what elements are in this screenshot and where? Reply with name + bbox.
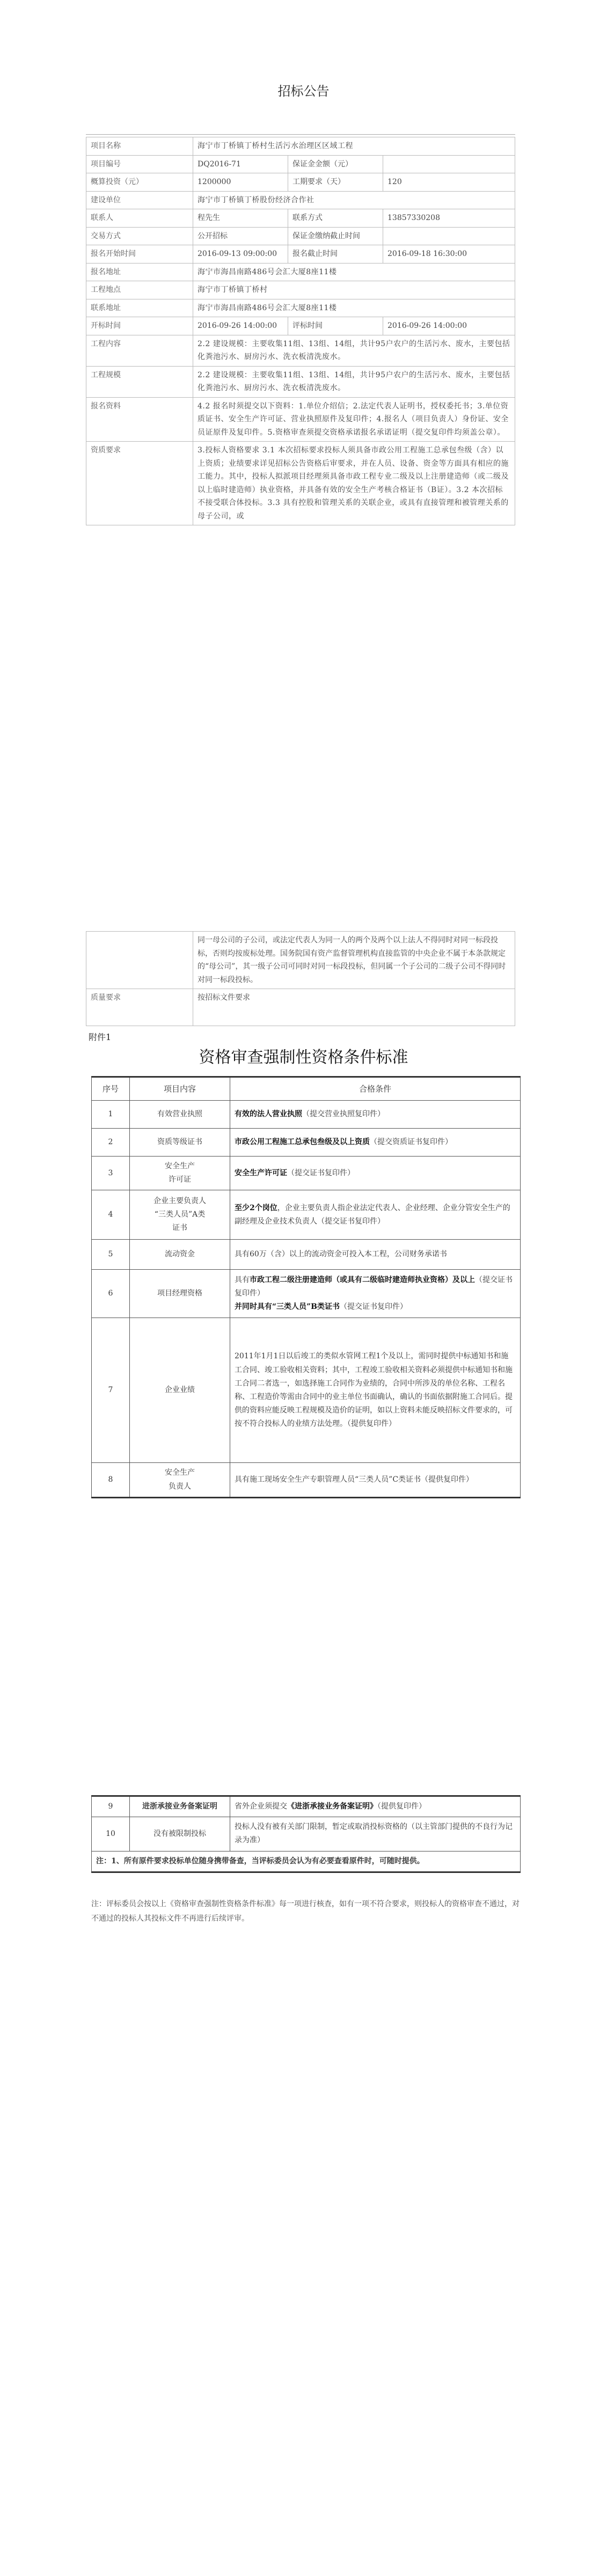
item-name: 安全生产 负责人 xyxy=(130,1463,230,1497)
field-value: 程先生 xyxy=(193,209,288,228)
field-label: 概算投资（元） xyxy=(86,173,193,192)
field-value: 海宁市丁桥镇丁桥村生活污水治理区区域工程 xyxy=(193,137,515,156)
item-name: 企业业绩 xyxy=(130,1318,230,1463)
annex-title: 资格审查强制性资格条件标准 xyxy=(199,1048,408,1067)
field-label: 联系地址 xyxy=(86,299,193,317)
field-label xyxy=(86,932,193,989)
field-label: 资质要求 xyxy=(86,442,193,525)
standard-text: ，企业主要负责人指企业法定代表人、企业经理、企业分管安全生产的副经理及企业技术负责人（提交证书复印件） xyxy=(235,1203,510,1226)
qualification-standard xyxy=(230,1796,521,1817)
qualification-row xyxy=(92,1129,521,1157)
qualification-row xyxy=(92,1101,521,1129)
field-label: 质量要求 xyxy=(86,989,193,1026)
title-divider xyxy=(86,134,515,135)
field-value: 2.2 建设规模：主要收集11组、13组、14组，共计95户农户的生活污水、废水，主要包括化粪池污水、厨房污水、洗衣板清洗废水。 xyxy=(193,335,515,366)
item-name: 资质等级证书 xyxy=(130,1129,230,1157)
field-value: 2016-09-18 16:30:00 xyxy=(383,245,515,264)
row-number: 9 xyxy=(92,1796,130,1817)
field-label: 保证金缴纳截止时间 xyxy=(288,227,383,245)
row-number: 8 xyxy=(92,1463,130,1497)
field-value: 海宁市丁桥镇丁桥股份经济合作社 xyxy=(193,191,515,209)
note-row xyxy=(92,1851,521,1872)
standard-key-text: 并同时具有“三类人员”B类证书 xyxy=(235,1302,340,1312)
field-label: 联系方式 xyxy=(288,209,383,228)
item-name: 项目经理资格 xyxy=(130,1270,230,1318)
info-row xyxy=(86,227,515,245)
info-row xyxy=(86,173,515,192)
info-row xyxy=(86,989,515,1026)
qualification-standard xyxy=(230,1463,521,1497)
info-row xyxy=(86,335,515,366)
field-value: 按招标文件要求 xyxy=(193,989,515,1026)
field-label: 项目名称 xyxy=(86,137,193,156)
qualification-row xyxy=(92,1270,521,1318)
info-row xyxy=(86,397,515,442)
note-text: 注：1、所有原件要求投标单位随身携带备查，当评标委员会认为有必要查看原件时，可随时提供。 xyxy=(92,1851,521,1872)
field-value: 2.2 建设规模：主要收集11组、13组、14组，共计95户农户的生活污水、废水，主要包括化粪池污水、厨房污水、洗衣板清洗废水。 xyxy=(193,366,515,397)
field-value xyxy=(383,155,515,173)
field-value: 13857330208 xyxy=(383,209,515,228)
field-label: 工期要求（天） xyxy=(288,173,383,192)
standard-text: 具有60万（含）以上的流动资金可投入本工程，公司财务承诺书 xyxy=(235,1250,447,1259)
field-label: 交易方式 xyxy=(86,227,193,245)
info-row xyxy=(86,155,515,173)
standard-text: 2011年1月1日以后竣工的类似水管网工程1个及以上，需同时提供中标通知书和施工合同、竣工验收相关资料；其中，工程竣工验收相关资料必须提供中标通知书和施工合同二者选一，如选择施工合同作为业绩的，合同中所涉及的单位名称、工程名称、工程造价等需由合同中的业主单位书面确认，确认的书面依据附施工合同后。提供的资料应能反映工程规模及造价的证明，如以上资料未能反映招标文件要求的，可按不符合投标人的业绩方法处理。（提供复印件） xyxy=(235,1352,513,1429)
row-number: 7 xyxy=(92,1318,130,1463)
field-label: 评标时间 xyxy=(288,317,383,335)
qualification-standard xyxy=(230,1190,521,1240)
standard-key-text: 《进浙承接业务备案证明》 xyxy=(287,1802,377,1811)
review-footnote: 注：评标委员会按以上《资格审查强制性资格条件标准》每一项进行核查，如有一项不符合要求，则投标人的资格审查不通过，对不通过的投标人其投标文件不再进行后续评审。 xyxy=(91,1900,520,1923)
header-no: 序号 xyxy=(92,1077,130,1101)
standard-key-text: 至少2个岗位 xyxy=(235,1203,277,1212)
field-value: 2016-09-13 09:00:00 xyxy=(193,245,288,264)
item-name: 安全生产 许可证 xyxy=(130,1157,230,1190)
qualification-standard xyxy=(230,1101,521,1129)
tender-info-table-continued xyxy=(86,931,515,1026)
field-label: 开标时间 xyxy=(86,317,193,335)
field-value: DQ2016-71 xyxy=(193,155,288,173)
qualification-row xyxy=(92,1240,521,1270)
qualification-row xyxy=(92,1796,521,1817)
field-label: 报名资料 xyxy=(86,397,193,442)
info-row xyxy=(86,137,515,156)
standard-text: 投标人没有被有关部门限制，暂定或取消投标资格的（以主管部门提供的不良行为记录为准） xyxy=(235,1823,513,1845)
qualification-row xyxy=(92,1157,521,1190)
row-number: 5 xyxy=(92,1240,130,1270)
field-label: 联系人 xyxy=(86,209,193,228)
field-value: 海宁市海昌南路486号会汇大厦8座11楼 xyxy=(193,299,515,317)
standard-text: （提交资质证书复印件） xyxy=(370,1137,452,1146)
standard-text: 省外企业须提交 xyxy=(235,1802,287,1811)
row-number: 4 xyxy=(92,1190,130,1240)
field-value: 2016-09-26 14:00:00 xyxy=(383,317,515,335)
standard-text: （提供复印件） xyxy=(377,1802,426,1811)
qualification-standard xyxy=(230,1817,521,1851)
field-value: 公开招标 xyxy=(193,227,288,245)
field-label: 报名地址 xyxy=(86,263,193,281)
standard-key-text: 市政公用工程施工总承包叁级及以上资质 xyxy=(235,1137,370,1146)
standard-text: （提交证书复印件） xyxy=(235,1276,513,1298)
standard-key-text: 有效的法人营业执照 xyxy=(235,1109,302,1118)
field-label: 工程内容 xyxy=(86,335,193,366)
qualification-standard xyxy=(230,1240,521,1270)
field-label: 工程地点 xyxy=(86,281,193,299)
field-value: 120 xyxy=(383,173,515,192)
info-row xyxy=(86,366,515,397)
row-number: 3 xyxy=(92,1157,130,1190)
annex-label: 附件1 xyxy=(89,1032,112,1042)
qualification-standard xyxy=(230,1157,521,1190)
page-title: 招标公告 xyxy=(277,84,330,99)
field-value: 4.2 报名时须提交以下资料：1.单位介绍信；2.法定代表人证明书，授权委托书；3.单位资质证书、安全生产许可证、营业执照原件及复印件；4.报名人（项目负责人）身份证、安全员证原件及复印件。5.资格审查须提交资格承诺报名承诺证明（提交复印件均须盖公章）。 xyxy=(193,397,515,442)
tender-info-table xyxy=(86,137,515,525)
header-standard: 合格条件 xyxy=(230,1077,521,1101)
qualification-row xyxy=(92,1817,521,1851)
field-value: 海宁市丁桥镇丁桥村 xyxy=(193,281,515,299)
standard-key-text: 安全生产许可证 xyxy=(235,1168,287,1177)
field-value: 1200000 xyxy=(193,173,288,192)
field-label: 项目编号 xyxy=(86,155,193,173)
qualification-row xyxy=(92,1318,521,1463)
qualification-row xyxy=(92,1463,521,1497)
qualification-standard xyxy=(230,1270,521,1318)
row-number: 1 xyxy=(92,1101,130,1129)
info-row xyxy=(86,281,515,299)
info-row xyxy=(86,245,515,264)
info-row xyxy=(86,209,515,228)
standard-text: （提交证书复印件） xyxy=(339,1302,407,1312)
item-name: 进浙承接业务备案证明 xyxy=(130,1796,230,1817)
item-name: 企业主要负责人 “三类人员”A类 证书 xyxy=(130,1190,230,1240)
standard-text: （提交营业执照复印件） xyxy=(302,1109,385,1118)
field-value: 3.投标人资格要求 3.1 本次招标要求投标人须具备市政公用工程施工总承包叁级（含）以上资质；业绩要求详见招标公告资格后审要求，并在人员、设备、资金等方面具有相应的施工能力。其中，投标人拟派项目经理须具备市政工程专业二级及以上注册建造师（或二级及以上临时建造师）执业资格，并具备有效的安全生产考核合格证书（B证）。3.2 本次招标不接受联合体投标。3.3 具有控股和管理关系的关联企业，或具有直接管理和被管理关系的母子公司，或 xyxy=(193,442,515,525)
info-row xyxy=(86,263,515,281)
header-item: 项目内容 xyxy=(130,1077,230,1101)
row-number: 10 xyxy=(92,1817,130,1851)
info-row xyxy=(86,932,515,989)
qualification-table-continued xyxy=(91,1795,521,1873)
item-name: 流动资金 xyxy=(130,1240,230,1270)
field-value: 海宁市海昌南路486号会汇大厦8座11楼 xyxy=(193,263,515,281)
item-name: 没有被限制投标 xyxy=(130,1817,230,1851)
field-value xyxy=(383,227,515,245)
field-label: 报名开始时间 xyxy=(86,245,193,264)
row-number: 2 xyxy=(92,1129,130,1157)
field-label: 报名截止时间 xyxy=(288,245,383,264)
standard-text: （提交证书复印件） xyxy=(287,1168,355,1177)
qualification-table xyxy=(91,1076,521,1498)
info-row xyxy=(86,299,515,317)
qualification-standard xyxy=(230,1129,521,1157)
field-value: 同一母公司的子公司，或法定代表人为同一人的两个及两个以上法人不得同时对同一标段投标，否则均按废标处理。国务院国有资产监督管理机构直接监管的中央企业不属于本条款规定的“母公司”，其一级子公司可同时对同一标段投标，但同属一个子公司的二级子公司不得同时对同一标段投标。 xyxy=(193,932,515,989)
standard-key-text: 市政工程二级注册建造师（或具有二级临时建造师执业资格）及以上 xyxy=(250,1276,475,1285)
standard-text: 具有施工现场安全生产专职管理人员“三类人员”C类证书（提供复印件） xyxy=(235,1475,474,1484)
row-number: 6 xyxy=(92,1270,130,1318)
item-name: 有效营业执照 xyxy=(130,1101,230,1129)
field-label: 工程规模 xyxy=(86,366,193,397)
field-label: 建设单位 xyxy=(86,191,193,209)
field-label: 保证金金额（元） xyxy=(288,155,383,173)
qualification-standard xyxy=(230,1318,521,1463)
standard-text: 具有 xyxy=(235,1276,250,1285)
info-row xyxy=(86,317,515,335)
field-value: 2016-09-26 14:00:00 xyxy=(193,317,288,335)
info-row xyxy=(86,191,515,209)
info-row xyxy=(86,442,515,525)
qualification-row xyxy=(92,1190,521,1240)
